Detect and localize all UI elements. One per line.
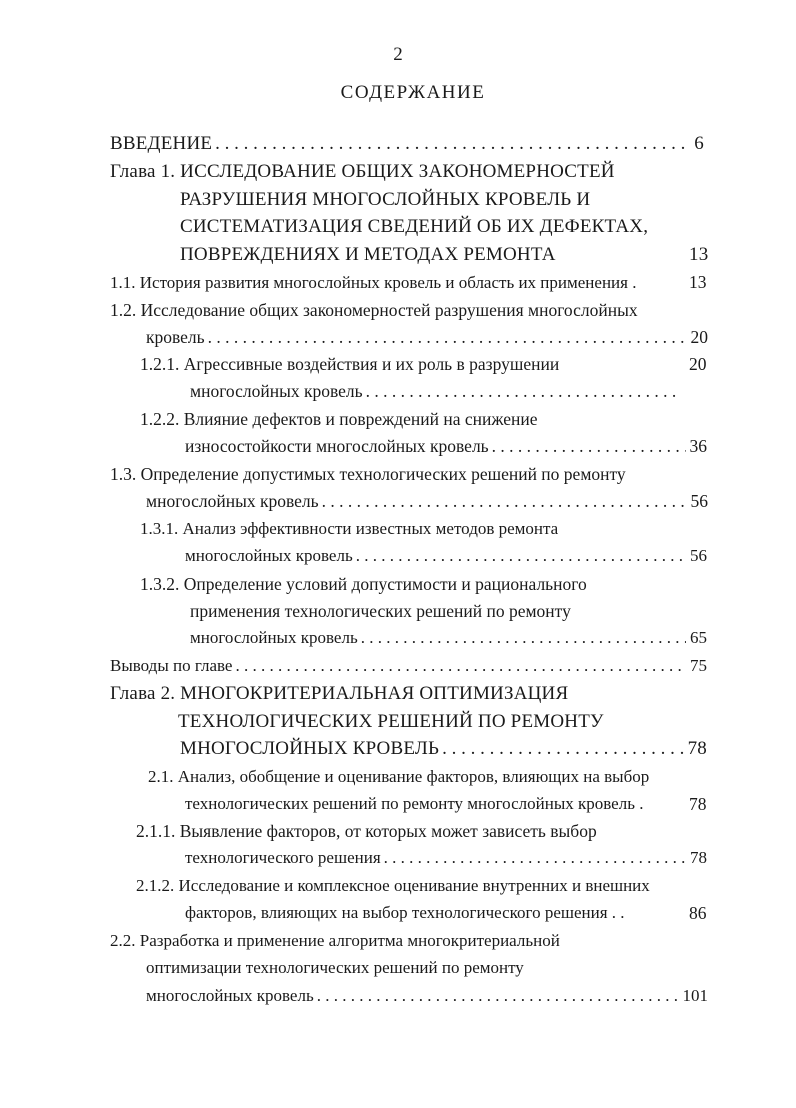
toc-entry-conclusions bbox=[110, 656, 707, 676]
toc-chapter-1-line3: СИСТЕМАТИЗАЦИЯ СВЕДЕНИЙ ОБ ИХ ДЕФЕКТАХ, bbox=[180, 216, 649, 237]
toc-entry-text: износостойкости многослойных кровель bbox=[185, 436, 489, 456]
toc-entry-2-2-line1: 2.2. Разработка и применение алгоритма многокритериальной bbox=[110, 931, 560, 950]
toc-entry-2-2 bbox=[146, 986, 708, 1006]
toc-page-number: 65 bbox=[690, 628, 707, 647]
toc-entry-1-2-2-line1: 1.2.2. Влияние дефектов и повреждений на снижение bbox=[140, 409, 538, 429]
dot-leader bbox=[322, 491, 687, 512]
toc-page-number: 20 bbox=[689, 354, 707, 374]
toc-entry-1-3-line1: 1.3. Определение допустимых технологических решений по ремонту bbox=[110, 464, 626, 484]
toc-entry-text: кровель bbox=[146, 327, 205, 347]
toc-chapter-1-line4: ПОВРЕЖДЕНИЯХ И МЕТОДАХ РЕМОНТА bbox=[180, 244, 556, 265]
toc-page-number: 36 bbox=[689, 436, 707, 456]
toc-page-number: 78 bbox=[687, 738, 707, 759]
toc-entry-1-1: 1.1. История развития многослойных кровель и область их применения . bbox=[110, 273, 637, 292]
toc-entry-text: многослойных кровель bbox=[146, 491, 319, 511]
page-number: 2 bbox=[393, 44, 403, 65]
page-title: СОДЕРЖАНИЕ bbox=[340, 82, 486, 103]
toc-chapter-2-line2: ТЕХНОЛОГИЧЕСКИХ РЕШЕНИЙ ПО РЕМОНТУ bbox=[178, 711, 604, 732]
toc-entry-text: Выводы по главе bbox=[110, 656, 233, 675]
dot-leader bbox=[317, 986, 679, 1006]
dot-leader bbox=[361, 628, 686, 648]
toc-page-number: 56 bbox=[690, 491, 708, 511]
toc-entry-text: МНОГОСЛОЙНЫХ КРОВЕЛЬ bbox=[180, 738, 440, 759]
dot-leader bbox=[215, 133, 690, 155]
toc-entry-text: ВВЕДЕНИЕ bbox=[110, 133, 213, 154]
toc-entry-text: многослойных кровель bbox=[185, 546, 353, 565]
dot-leader bbox=[235, 656, 686, 676]
toc-entry-1-3 bbox=[146, 491, 708, 512]
toc-entry-1-2 bbox=[146, 327, 708, 348]
toc-entry-text: многослойных кровель bbox=[146, 986, 314, 1005]
toc-entry-1-3-2-line1: 1.3.2. Определение условий допустимости и рационального bbox=[140, 574, 587, 594]
toc-chapter-1-line2: РАЗРУШЕНИЯ МНОГОСЛОЙНЫХ КРОВЕЛЬ И bbox=[180, 189, 591, 210]
toc-entry-2-1-line2: технологических решений по ремонту многослойных кровель . bbox=[185, 794, 644, 813]
toc-page-number: 101 bbox=[682, 986, 708, 1005]
toc-page-number: 78 bbox=[690, 848, 707, 867]
toc-entry-1-3-1 bbox=[185, 546, 707, 566]
toc-chapter-2-line1: Глава 2. МНОГОКРИТЕРИАЛЬНАЯ ОПТИМИЗАЦИЯ bbox=[110, 683, 569, 704]
toc-page-number: 13 bbox=[689, 244, 709, 265]
toc-entry-2-1-line1: 2.1. Анализ, обобщение и оценивание факторов, влияющих на выбор bbox=[148, 767, 650, 786]
toc-entry-text: технологического решения bbox=[185, 848, 381, 867]
toc-page-number: 78 bbox=[689, 794, 707, 814]
toc-entry-1-2-1-line1: 1.2.1. Агрессивные воздействия и их роль в разрушении bbox=[140, 354, 560, 374]
toc-chapter-1-line1: Глава 1. ИССЛЕДОВАНИЕ ОБЩИХ ЗАКОНОМЕРНОСТЕЙ bbox=[110, 161, 615, 182]
dot-leader bbox=[492, 436, 686, 457]
toc-entry-1-2-2 bbox=[185, 436, 707, 457]
toc-entry-2-1-2-line2: факторов, влияющих на выбор технологического решения . . bbox=[185, 903, 625, 922]
dot-leader bbox=[384, 848, 686, 868]
toc-entry-text: многослойных кровель bbox=[190, 628, 358, 647]
toc-entry-1-3-1-line1: 1.3.1. Анализ эффективности известных методов ремонта bbox=[140, 519, 559, 538]
toc-page-number: 6 bbox=[694, 133, 704, 154]
toc-entry-text: многослойных кровель bbox=[190, 381, 363, 401]
toc-entry-1-3-2 bbox=[190, 628, 707, 648]
toc-entry-2-2-line2: оптимизации технологических решений по ремонту bbox=[146, 958, 524, 977]
dot-leader bbox=[356, 546, 686, 566]
toc-entry-1-2-line1: 1.2. Исследование общих закономерностей разрушения многослойных bbox=[110, 300, 638, 320]
toc-page-number: 20 bbox=[690, 327, 708, 347]
toc-page-number: 13 bbox=[689, 272, 707, 292]
toc-entry-2-1-1-line1: 2.1.1. Выявление факторов, от которых может зависеть выбор bbox=[136, 821, 597, 841]
toc-entry-2-1-2-line1: 2.1.2. Исследование и комплексное оценивание внутренних и внешних bbox=[136, 876, 650, 895]
toc-page-number: 86 bbox=[689, 903, 707, 923]
dot-leader bbox=[208, 327, 687, 348]
dot-leader bbox=[366, 381, 678, 402]
toc-page-number: 75 bbox=[690, 656, 707, 675]
toc-chapter-2-line3 bbox=[180, 738, 707, 760]
toc-page-number: 56 bbox=[690, 546, 707, 565]
toc-entry-2-1-1 bbox=[185, 848, 707, 868]
dot-leader bbox=[442, 738, 683, 760]
toc-entry-1-3-2-line2: применения технологических решений по ремонту bbox=[190, 601, 571, 621]
toc-entry-intro bbox=[110, 133, 704, 155]
toc-entry-1-2-1 bbox=[190, 381, 682, 402]
